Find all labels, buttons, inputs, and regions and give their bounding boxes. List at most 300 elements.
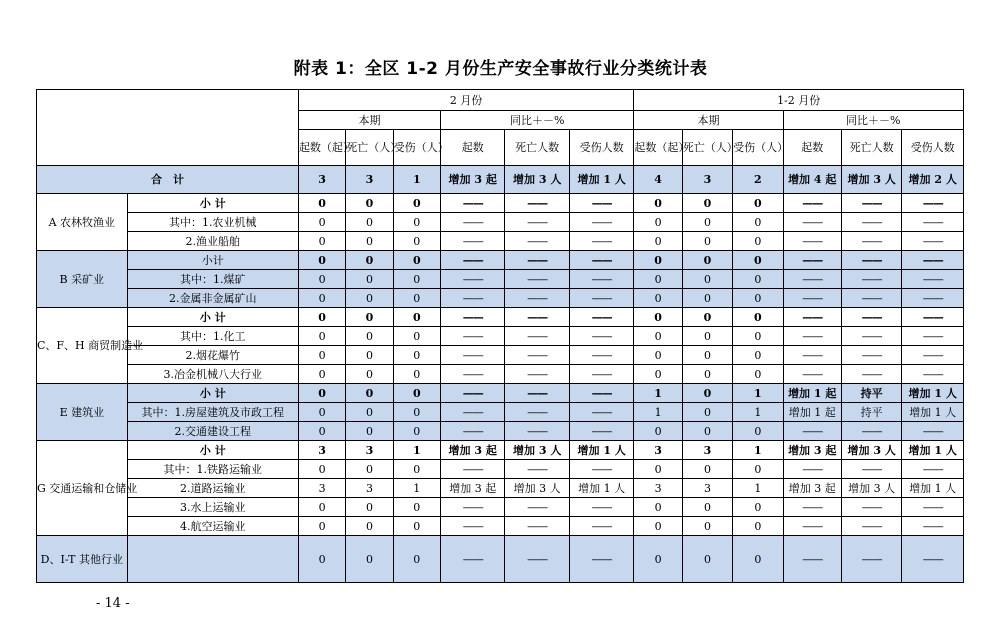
value-cell: —— [569, 403, 634, 422]
value-cell: 增加 1 人 [902, 479, 964, 498]
value-cell: —— [783, 308, 841, 327]
value-cell: 0 [298, 270, 345, 289]
row-label: 2.交通建设工程 [127, 422, 298, 441]
value-cell: 0 [634, 232, 682, 251]
value-cell: 0 [298, 346, 345, 365]
value-cell: —— [902, 517, 964, 536]
value-cell: —— [440, 251, 504, 270]
row-label: 其中：1.铁路运输业 [127, 460, 298, 479]
value-cell: 0 [393, 460, 440, 479]
table-row [37, 213, 964, 232]
value-cell: —— [841, 327, 901, 346]
value-cell: 0 [346, 460, 393, 479]
value-cell: 0 [733, 270, 783, 289]
value-cell: 增加 3 人 [841, 441, 901, 460]
value-cell: 1 [634, 403, 682, 422]
value-cell: 0 [393, 308, 440, 327]
value-cell: 0 [346, 365, 393, 384]
value-cell: 3 [298, 166, 345, 194]
value-cell: —— [505, 498, 569, 517]
table-row [37, 251, 964, 270]
statistics-table [36, 89, 964, 583]
value-cell: 0 [634, 517, 682, 536]
value-cell: 0 [346, 517, 393, 536]
value-cell: —— [783, 327, 841, 346]
value-cell: 增加 3 人 [505, 441, 569, 460]
value-cell: 0 [733, 365, 783, 384]
value-cell: —— [783, 498, 841, 517]
col-yoy-injuries: 受伤人数 [902, 130, 964, 166]
table-row [37, 479, 964, 498]
table-row [37, 270, 964, 289]
row-label: 其中：1.农业机械 [127, 213, 298, 232]
value-cell: —— [569, 194, 634, 213]
table-row [37, 365, 964, 384]
value-cell: —— [902, 194, 964, 213]
table-row [37, 498, 964, 517]
header-corner [37, 90, 299, 166]
value-cell: 0 [298, 384, 345, 403]
value-cell: 0 [346, 403, 393, 422]
value-cell: —— [440, 536, 504, 583]
value-cell: —— [440, 498, 504, 517]
value-cell: 0 [634, 498, 682, 517]
value-cell: —— [841, 517, 901, 536]
value-cell: 0 [634, 327, 682, 346]
value-cell: 3 [682, 479, 732, 498]
value-cell: 0 [393, 517, 440, 536]
value-cell: 0 [733, 251, 783, 270]
value-cell: 0 [393, 232, 440, 251]
total-label: 合 计 [37, 166, 299, 194]
value-cell: 0 [298, 308, 345, 327]
col-incidents: 起数（起） [634, 130, 682, 166]
value-cell: 增加 2 人 [902, 166, 964, 194]
value-cell: —— [569, 289, 634, 308]
value-cell: 增加 3 起 [440, 479, 504, 498]
value-cell: 3 [634, 479, 682, 498]
table-row [37, 441, 964, 460]
value-cell: 0 [346, 327, 393, 346]
value-cell: —— [841, 365, 901, 384]
value-cell: 0 [682, 194, 732, 213]
value-cell: —— [902, 251, 964, 270]
value-cell: 增加 3 起 [783, 441, 841, 460]
value-cell: —— [902, 365, 964, 384]
value-cell: —— [841, 498, 901, 517]
value-cell: 0 [393, 403, 440, 422]
value-cell: 0 [393, 365, 440, 384]
value-cell: 0 [346, 213, 393, 232]
value-cell: 增加 1 起 [783, 403, 841, 422]
value-cell: 1 [393, 441, 440, 460]
section-label: G 交通运输和仓储业 [37, 441, 128, 536]
value-cell: 4 [634, 166, 682, 194]
row-label [127, 536, 298, 583]
value-cell: 1 [393, 479, 440, 498]
table-row [37, 403, 964, 422]
value-cell: —— [440, 289, 504, 308]
value-cell: 0 [682, 536, 732, 583]
value-cell: —— [841, 251, 901, 270]
value-cell: —— [569, 251, 634, 270]
value-cell: 0 [682, 517, 732, 536]
value-cell: —— [783, 251, 841, 270]
col-deaths: 死亡（人） [346, 130, 393, 166]
value-cell: —— [783, 194, 841, 213]
table-row [37, 232, 964, 251]
value-cell: —— [569, 460, 634, 479]
value-cell: 0 [634, 289, 682, 308]
header-yoy-cumulative: 同比＋－% [783, 111, 963, 130]
value-cell: 0 [346, 422, 393, 441]
col-injuries: 受伤（人） [393, 130, 440, 166]
header-row-1 [37, 90, 964, 111]
section-label: D、I-T 其他行业 [37, 536, 128, 583]
value-cell: 0 [393, 384, 440, 403]
value-cell: 0 [682, 270, 732, 289]
value-cell: 0 [634, 194, 682, 213]
value-cell: —— [841, 422, 901, 441]
value-cell: 3 [682, 166, 732, 194]
value-cell: —— [841, 289, 901, 308]
table-row [37, 289, 964, 308]
value-cell: —— [440, 194, 504, 213]
value-cell: —— [902, 213, 964, 232]
value-cell: 0 [634, 346, 682, 365]
table-row [37, 166, 964, 194]
subtotal-label: 小 计 [127, 384, 298, 403]
col-injuries: 受伤（人） [733, 130, 783, 166]
value-cell: —— [505, 384, 569, 403]
section-label: B 采矿业 [37, 251, 128, 308]
header-yoy-month: 同比＋－% [440, 111, 633, 130]
value-cell: 0 [298, 422, 345, 441]
value-cell: 0 [682, 384, 732, 403]
value-cell: —— [841, 346, 901, 365]
value-cell: —— [505, 365, 569, 384]
col-incidents: 起数（起） [298, 130, 345, 166]
value-cell: 0 [733, 536, 783, 583]
value-cell: —— [569, 517, 634, 536]
value-cell: 增加 3 起 [440, 166, 504, 194]
value-cell: 增加 1 人 [902, 403, 964, 422]
col-yoy-incidents: 起数 [440, 130, 504, 166]
value-cell: 增加 3 起 [440, 441, 504, 460]
col-yoy-deaths: 死亡人数 [841, 130, 901, 166]
value-cell: 0 [682, 498, 732, 517]
value-cell: —— [569, 213, 634, 232]
section-label: C、F、H 商贸制造业 [37, 308, 128, 384]
value-cell: 增加 3 人 [505, 479, 569, 498]
section-label: A 农林牧渔业 [37, 194, 128, 251]
value-cell: 0 [346, 232, 393, 251]
value-cell: —— [783, 517, 841, 536]
value-cell: 0 [393, 536, 440, 583]
header-cumulative-period: 1-2 月份 [634, 90, 964, 111]
value-cell: 0 [393, 422, 440, 441]
value-cell: —— [505, 460, 569, 479]
subtotal-label: 小 计 [127, 194, 298, 213]
value-cell: 0 [733, 327, 783, 346]
value-cell: 0 [634, 460, 682, 479]
value-cell: —— [569, 232, 634, 251]
value-cell: 0 [298, 536, 345, 583]
value-cell: 0 [346, 251, 393, 270]
value-cell: 0 [298, 498, 345, 517]
value-cell: 1 [733, 441, 783, 460]
row-label: 4.航空运输业 [127, 517, 298, 536]
page-title: 附表 1：全区 1-2 月份生产安全事故行业分类统计表 [293, 59, 708, 79]
value-cell: 0 [393, 289, 440, 308]
value-cell: 0 [733, 517, 783, 536]
value-cell: —— [902, 232, 964, 251]
value-cell: 0 [346, 308, 393, 327]
value-cell: 0 [733, 498, 783, 517]
value-cell: —— [902, 308, 964, 327]
table-row [37, 346, 964, 365]
table-row [37, 422, 964, 441]
value-cell: —— [783, 270, 841, 289]
value-cell: 0 [682, 327, 732, 346]
value-cell: —— [440, 308, 504, 327]
value-cell: 0 [733, 460, 783, 479]
value-cell: —— [783, 365, 841, 384]
value-cell: —— [902, 422, 964, 441]
value-cell: 0 [393, 270, 440, 289]
value-cell: —— [841, 536, 901, 583]
value-cell: —— [841, 213, 901, 232]
value-cell: 0 [298, 460, 345, 479]
value-cell: 0 [298, 365, 345, 384]
value-cell: 0 [733, 213, 783, 232]
value-cell: 0 [298, 403, 345, 422]
value-cell: —— [569, 422, 634, 441]
row-label: 其中：1.房屋建筑及市政工程 [127, 403, 298, 422]
value-cell: 持平 [841, 384, 901, 403]
row-label: 2.渔业船舶 [127, 232, 298, 251]
value-cell: 0 [682, 460, 732, 479]
value-cell: 0 [634, 536, 682, 583]
value-cell: 0 [346, 289, 393, 308]
value-cell: 0 [682, 289, 732, 308]
value-cell: 0 [393, 346, 440, 365]
value-cell: —— [783, 289, 841, 308]
value-cell: 0 [346, 346, 393, 365]
subtotal-label: 小 计 [127, 308, 298, 327]
value-cell: 0 [682, 403, 732, 422]
value-cell: —— [783, 232, 841, 251]
value-cell: 0 [298, 194, 345, 213]
value-cell: 增加 1 人 [902, 441, 964, 460]
value-cell: —— [440, 270, 504, 289]
row-label: 2.道路运输业 [127, 479, 298, 498]
value-cell: —— [841, 460, 901, 479]
value-cell: —— [902, 346, 964, 365]
value-cell: 增加 3 人 [841, 166, 901, 194]
value-cell: 3 [682, 441, 732, 460]
value-cell: —— [569, 327, 634, 346]
value-cell: —— [505, 403, 569, 422]
value-cell: 3 [298, 441, 345, 460]
row-label: 2.烟花爆竹 [127, 346, 298, 365]
value-cell: 0 [393, 327, 440, 346]
table-row [37, 517, 964, 536]
value-cell: —— [440, 460, 504, 479]
value-cell: 0 [733, 308, 783, 327]
value-cell: —— [783, 213, 841, 232]
value-cell: —— [505, 289, 569, 308]
value-cell: 0 [682, 346, 732, 365]
value-cell: —— [505, 194, 569, 213]
table-row [37, 194, 964, 213]
value-cell: —— [783, 422, 841, 441]
value-cell: 1 [634, 384, 682, 403]
value-cell: 增加 3 人 [841, 479, 901, 498]
subtotal-label: 小 计 [127, 441, 298, 460]
header-current-month: 本期 [298, 111, 440, 130]
value-cell: 0 [393, 213, 440, 232]
value-cell: —— [505, 422, 569, 441]
value-cell: 0 [346, 498, 393, 517]
section-label: E 建筑业 [37, 384, 128, 441]
value-cell: —— [902, 498, 964, 517]
value-cell: 1 [733, 384, 783, 403]
value-cell: 0 [733, 346, 783, 365]
value-cell: —— [440, 213, 504, 232]
table-row [37, 460, 964, 479]
row-label: 3.水上运输业 [127, 498, 298, 517]
value-cell: 1 [733, 479, 783, 498]
value-cell: 0 [682, 422, 732, 441]
value-cell: —— [505, 517, 569, 536]
value-cell: —— [505, 270, 569, 289]
table-row [37, 384, 964, 403]
value-cell: 1 [733, 403, 783, 422]
value-cell: 0 [634, 365, 682, 384]
value-cell: 增加 1 人 [569, 479, 634, 498]
value-cell: 0 [393, 498, 440, 517]
value-cell: 0 [346, 270, 393, 289]
header-month-period: 2 月份 [298, 90, 633, 111]
row-label: 其中：1.化工 [127, 327, 298, 346]
value-cell: —— [902, 327, 964, 346]
value-cell: —— [569, 308, 634, 327]
value-cell: 0 [346, 384, 393, 403]
value-cell: 增加 1 人 [569, 441, 634, 460]
value-cell: —— [902, 536, 964, 583]
value-cell: 1 [393, 166, 440, 194]
value-cell: —— [569, 365, 634, 384]
value-cell: 增加 1 人 [569, 166, 634, 194]
value-cell: —— [505, 251, 569, 270]
value-cell: —— [569, 498, 634, 517]
value-cell: —— [440, 365, 504, 384]
value-cell: 3 [346, 166, 393, 194]
value-cell: 0 [634, 422, 682, 441]
value-cell: 增加 1 起 [783, 384, 841, 403]
value-cell: 0 [393, 194, 440, 213]
page-number: - 14 - [96, 596, 130, 611]
value-cell: —— [841, 194, 901, 213]
value-cell: —— [440, 346, 504, 365]
value-cell: 0 [733, 422, 783, 441]
value-cell: 0 [682, 213, 732, 232]
value-cell: 持平 [841, 403, 901, 422]
header-current-cumulative: 本期 [634, 111, 783, 130]
value-cell: 0 [682, 251, 732, 270]
value-cell: 0 [733, 232, 783, 251]
value-cell: —— [902, 460, 964, 479]
value-cell: 3 [298, 479, 345, 498]
value-cell: 0 [298, 232, 345, 251]
value-cell: —— [783, 536, 841, 583]
value-cell: 0 [733, 289, 783, 308]
row-label: 3.冶金机械八大行业 [127, 365, 298, 384]
col-yoy-incidents: 起数 [783, 130, 841, 166]
value-cell: —— [505, 232, 569, 251]
value-cell: —— [440, 517, 504, 536]
value-cell: —— [569, 384, 634, 403]
value-cell: 0 [682, 232, 732, 251]
value-cell: 0 [634, 308, 682, 327]
value-cell: 0 [393, 251, 440, 270]
value-cell: —— [841, 270, 901, 289]
table-row [37, 308, 964, 327]
value-cell: —— [783, 460, 841, 479]
value-cell: 0 [634, 213, 682, 232]
table-row [37, 536, 964, 583]
value-cell: 3 [346, 441, 393, 460]
col-deaths: 死亡（人） [682, 130, 732, 166]
value-cell: 0 [298, 517, 345, 536]
subtotal-label: 小计 [127, 251, 298, 270]
row-label: 2.金属非金属矿山 [127, 289, 298, 308]
value-cell: 2 [733, 166, 783, 194]
value-cell: —— [902, 270, 964, 289]
value-cell: —— [841, 232, 901, 251]
value-cell: 0 [733, 194, 783, 213]
value-cell: 0 [298, 289, 345, 308]
value-cell: 增加 4 起 [783, 166, 841, 194]
col-yoy-deaths: 死亡人数 [505, 130, 569, 166]
value-cell: 0 [346, 194, 393, 213]
value-cell: 0 [682, 308, 732, 327]
value-cell: —— [783, 346, 841, 365]
value-cell: 0 [298, 251, 345, 270]
value-cell: 3 [634, 441, 682, 460]
table-row [37, 327, 964, 346]
value-cell: 0 [298, 213, 345, 232]
row-label: 其中：1.煤矿 [127, 270, 298, 289]
value-cell: —— [440, 403, 504, 422]
value-cell: 0 [298, 327, 345, 346]
col-yoy-injuries: 受伤人数 [569, 130, 634, 166]
value-cell: 0 [346, 536, 393, 583]
value-cell: —— [569, 270, 634, 289]
value-cell: 增加 3 人 [505, 166, 569, 194]
value-cell: 0 [682, 365, 732, 384]
value-cell: —— [505, 308, 569, 327]
value-cell: 增加 3 起 [783, 479, 841, 498]
value-cell: —— [440, 384, 504, 403]
value-cell: 0 [634, 251, 682, 270]
value-cell: 增加 1 人 [902, 384, 964, 403]
value-cell: —— [505, 536, 569, 583]
value-cell: 0 [634, 270, 682, 289]
value-cell: —— [569, 346, 634, 365]
value-cell: —— [505, 346, 569, 365]
